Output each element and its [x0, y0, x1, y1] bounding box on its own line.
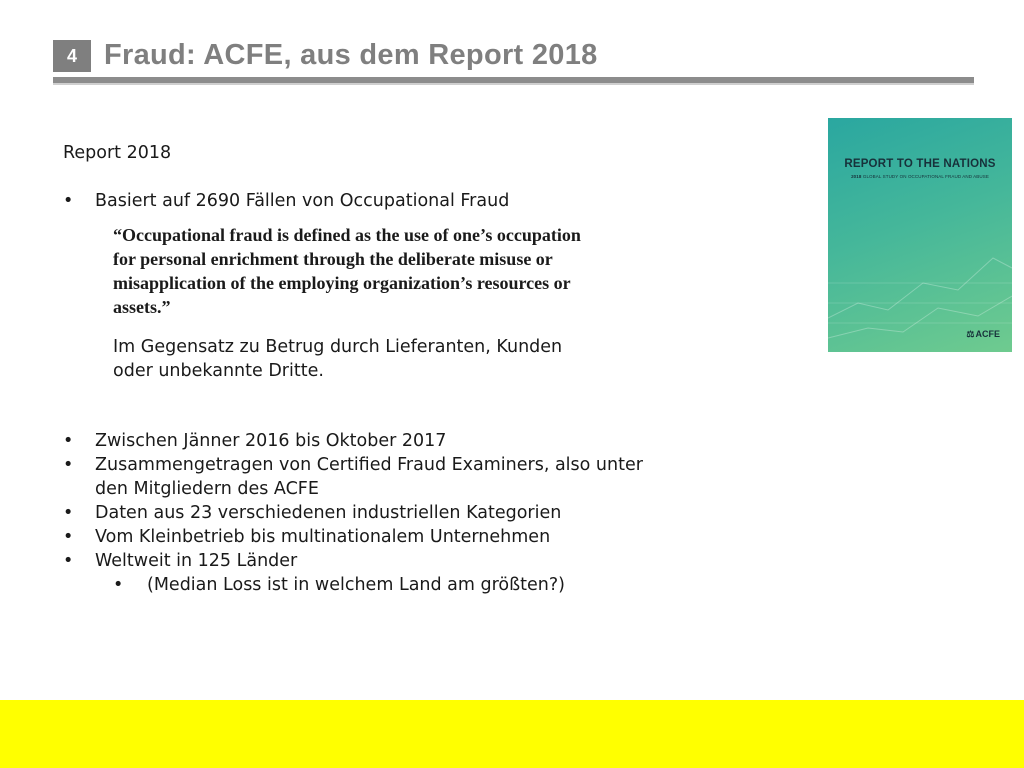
- definition-quote: [113, 223, 663, 319]
- footer-band: [0, 700, 1024, 768]
- report-cover-image: [828, 118, 1012, 352]
- bullet-examiners: • Zusammengetragen von Certified Fraud Examiners, also unter den Mitgliedern des ACFE: [63, 453, 663, 501]
- bullet-company-size: • Vom Kleinbetrieb bis multinationalem Unternehmen: [63, 525, 663, 549]
- facts-bullet-list: [63, 429, 663, 573]
- sub-bullet-list: [63, 573, 663, 597]
- cover-title: REPORT TO THE NATIONS: [844, 158, 996, 170]
- bullet-cases: • Basiert auf 2690 Fällen von Occupational Fraud: [63, 189, 663, 213]
- cover-subtitle: [828, 174, 1012, 179]
- quote-line: “Occupational fraud is defined as the use of one’s occupation: [113, 225, 581, 245]
- slide-title: Fraud: ACFE, aus dem Report 2018: [104, 39, 598, 71]
- bullet-countries: • Weltweit in 125 Länder: [63, 549, 663, 573]
- acfe-logo-icon: ⚖: [966, 329, 975, 339]
- contrast-note: [113, 335, 663, 383]
- cover-year: 2018: [851, 174, 862, 179]
- cover-chart-lines: [828, 118, 1012, 352]
- bullet-categories: • Daten aus 23 verschiedenen industriellen Kategorien: [63, 501, 663, 525]
- cover-subtitle-text: GLOBAL STUDY ON OCCUPATIONAL FRAUD AND ABUSE: [862, 174, 989, 179]
- intro-bullet-list: [63, 189, 663, 213]
- contrast-line: Im Gegensatz zu Betrug durch Lieferanten, Kunden: [113, 337, 563, 357]
- slide-number-badge: [53, 40, 91, 72]
- bullet-period: • Zwischen Jänner 2016 bis Oktober 2017: [63, 429, 663, 453]
- sub-bullet-question: • (Median Loss ist in welchem Land am größten?): [113, 573, 663, 597]
- title-divider: [53, 77, 974, 85]
- report-heading: Report 2018: [63, 143, 172, 163]
- slide-number: 4: [66, 45, 77, 66]
- slide-content: [63, 141, 663, 597]
- acfe-logo-text: ACFE: [975, 329, 1000, 339]
- quote-line: misapplication of the employing organization’s resources or: [113, 273, 571, 293]
- quote-line: assets.”: [113, 297, 171, 317]
- contrast-line: oder unbekannte Dritte.: [113, 361, 324, 381]
- acfe-logo: [966, 329, 1000, 340]
- quote-line: for personal enrichment through the deliberate misuse or: [113, 249, 553, 269]
